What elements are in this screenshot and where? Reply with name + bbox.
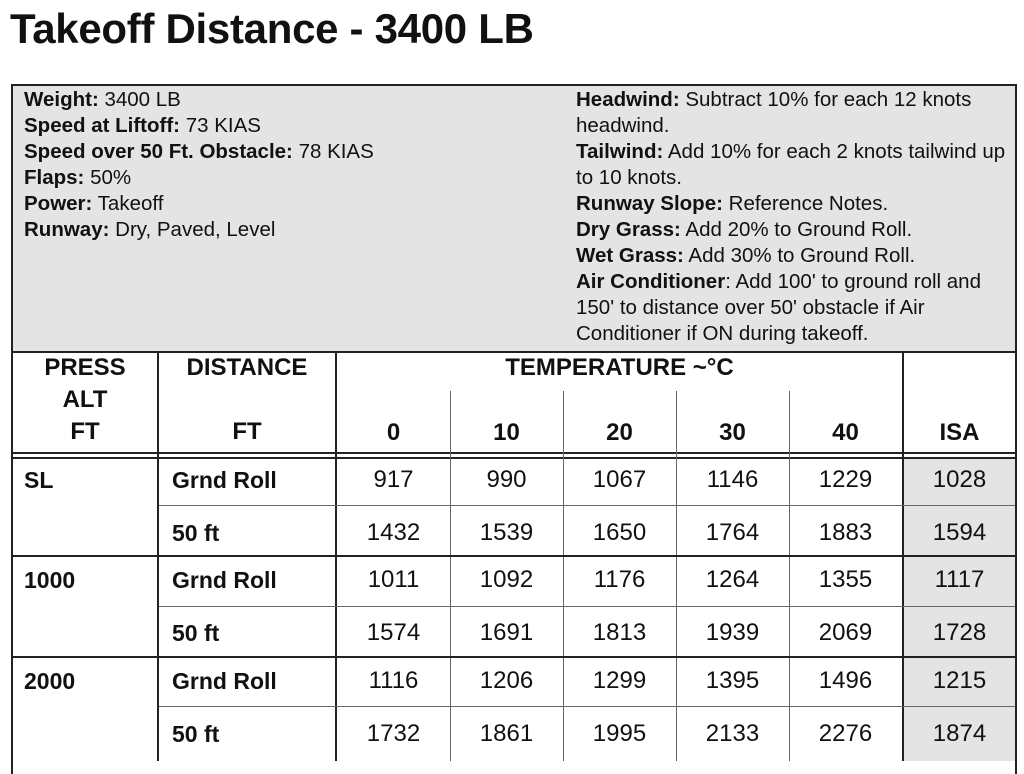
distance-value-cell: 1229 bbox=[818, 466, 873, 493]
distance-value-cell: 1650 bbox=[592, 519, 647, 546]
row-rule-1000 bbox=[159, 606, 1015, 607]
isa-value-cell: 1594 bbox=[932, 519, 987, 546]
note-runway-slope: Runway Slope: Reference Notes. bbox=[576, 192, 889, 215]
conditions-left bbox=[24, 87, 374, 243]
isa-value-cell: 1117 bbox=[934, 566, 985, 593]
distance-value-cell: 1355 bbox=[818, 566, 873, 593]
ground-roll-label: Grnd Roll bbox=[172, 668, 277, 694]
condition-obstacle-speed: Speed over 50 Ft. Obstacle: 78 KIAS bbox=[24, 140, 374, 163]
distance-value-cell: 1813 bbox=[592, 619, 647, 646]
distance-value-cell: 1432 bbox=[366, 519, 421, 546]
note-wet-grass: Wet Grass: Add 30% to Ground Roll. bbox=[576, 244, 916, 267]
header-bottom-rule-1 bbox=[11, 452, 1017, 454]
col-rule-temp-top bbox=[902, 351, 904, 391]
distance-value-cell: 1299 bbox=[592, 667, 647, 694]
row-rule-sl bbox=[159, 505, 1015, 506]
isa-value-cell: 1728 bbox=[932, 619, 987, 646]
distance-value-cell: 1691 bbox=[479, 619, 534, 646]
ground-roll-label: Grnd Roll bbox=[172, 467, 277, 493]
distance-value-cell: 917 bbox=[373, 466, 414, 493]
distance-value-cell: 1939 bbox=[705, 619, 760, 646]
distance-value-cell: 1092 bbox=[479, 566, 534, 593]
obstacle-50ft-label: 50 ft bbox=[172, 620, 220, 646]
note-air-conditioner: Air Conditioner: Add 100' to ground roll and 150' to distance over 50' obstacle if Air Conditioner if ON during takeoff. bbox=[576, 270, 981, 345]
condition-weight: Weight: 3400 LB bbox=[24, 88, 181, 111]
distance-value-cell: 1206 bbox=[479, 667, 534, 694]
header-distance: DISTANCE FT bbox=[186, 354, 308, 445]
distance-value-cell: 2069 bbox=[818, 619, 873, 646]
altitude-label: 1000 bbox=[24, 567, 76, 593]
distance-value-cell: 1496 bbox=[818, 667, 873, 694]
isa-value-cell: 1028 bbox=[932, 466, 987, 493]
distance-value-cell: 1011 bbox=[367, 566, 420, 593]
isa-value-cell: 1215 bbox=[932, 667, 987, 694]
distance-value-cell: 1764 bbox=[705, 519, 760, 546]
header-temp-30: 30 bbox=[719, 419, 746, 446]
altitude-label: SL bbox=[24, 467, 54, 493]
ground-roll-label: Grnd Roll bbox=[172, 567, 277, 593]
conditions-panel bbox=[13, 86, 1015, 351]
distance-value-cell: 1861 bbox=[479, 720, 534, 747]
condition-runway: Runway: Dry, Paved, Level bbox=[24, 218, 276, 241]
distance-value-cell: 2276 bbox=[818, 720, 873, 747]
obstacle-50ft-label: 50 ft bbox=[172, 520, 220, 546]
distance-value-cell: 1732 bbox=[366, 720, 421, 747]
conditions-right bbox=[576, 87, 1008, 347]
note-tailwind: Tailwind: Add 10% for each 2 knots tailwind up to 10 knots. bbox=[576, 140, 1006, 189]
header-temp-20: 20 bbox=[606, 419, 633, 446]
condition-liftoff-speed: Speed at Liftoff: 73 KIAS bbox=[24, 114, 261, 137]
condition-power: Power: Takeoff bbox=[24, 192, 164, 215]
header-temp-0: 0 bbox=[386, 419, 401, 446]
distance-value-cell: 2133 bbox=[705, 720, 760, 747]
page-title: Takeoff Distance - 3400 LB bbox=[10, 5, 534, 52]
note-headwind: Headwind: Subtract 10% for each 12 knots headwind. bbox=[576, 88, 972, 137]
distance-value-cell: 1067 bbox=[592, 466, 647, 493]
distance-value-cell: 1883 bbox=[818, 519, 873, 546]
header-temperature: TEMPERATURE ~°C bbox=[505, 354, 734, 381]
row-rule-2000 bbox=[159, 706, 1015, 707]
isa-value-cell: 1874 bbox=[932, 720, 987, 747]
distance-value-cell: 990 bbox=[486, 466, 527, 493]
distance-value-cell: 1995 bbox=[592, 720, 647, 747]
distance-value-cell: 1264 bbox=[705, 566, 760, 593]
distance-value-cell: 1574 bbox=[366, 619, 421, 646]
distance-value-cell: 1146 bbox=[706, 466, 759, 493]
note-dry-grass: Dry Grass: Add 20% to Ground Roll. bbox=[576, 218, 913, 241]
obstacle-50ft-label: 50 ft bbox=[172, 721, 220, 747]
distance-value-cell: 1539 bbox=[479, 519, 534, 546]
distance-value-cell: 1395 bbox=[705, 667, 760, 694]
condition-flaps: Flaps: 50% bbox=[24, 166, 132, 189]
header-temp-10: 10 bbox=[493, 419, 520, 446]
header-isa: ISA bbox=[939, 419, 980, 446]
distance-value-cell: 1176 bbox=[593, 566, 646, 593]
altitude-label: 2000 bbox=[24, 668, 76, 694]
distance-value-cell: 1116 bbox=[368, 667, 419, 694]
header-temp-40: 40 bbox=[832, 419, 859, 446]
header-press-alt: PRESS ALT FT bbox=[44, 354, 126, 445]
